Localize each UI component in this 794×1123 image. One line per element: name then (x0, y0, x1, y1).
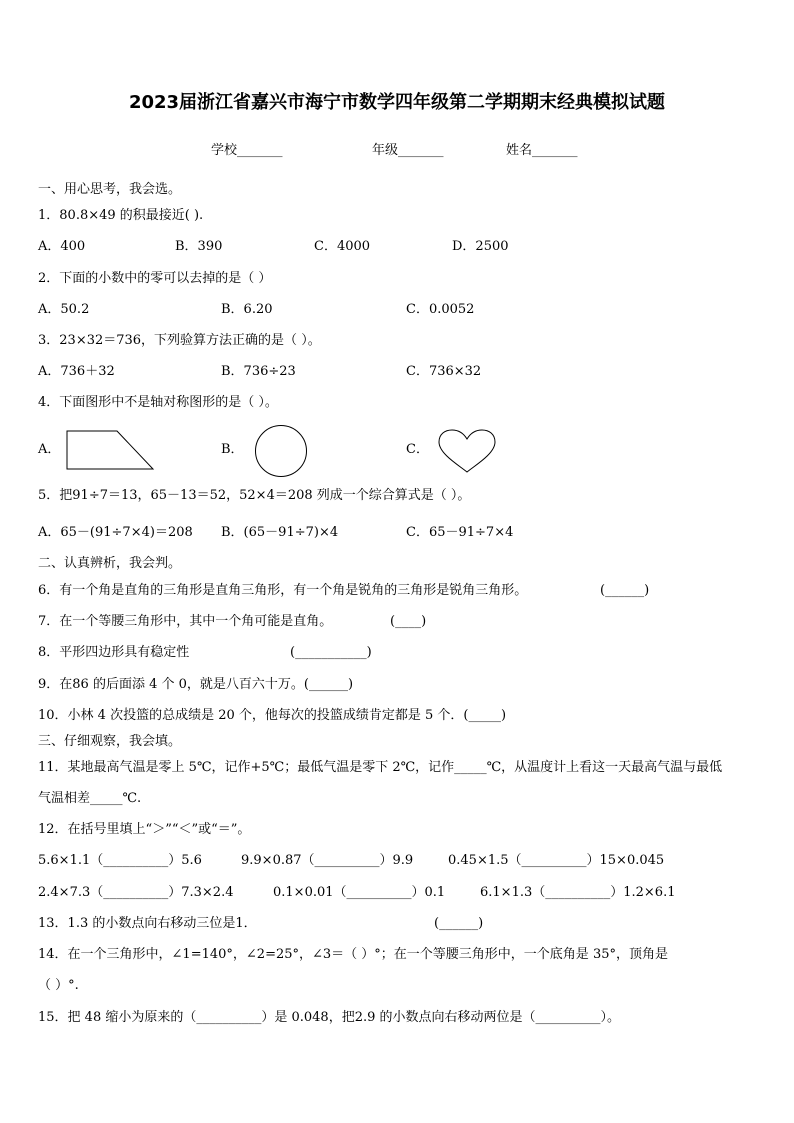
section-1-heading: 一、用心思考，我会选。 (38, 182, 182, 197)
q12-item-6[interactable]: 6.1×1.3（__________）1.2×6.1 (480, 885, 676, 900)
q12-item-4[interactable]: 2.4×7.3（__________）7.3×2.4 (38, 885, 234, 900)
q7-answer-blank[interactable]: (____) (390, 614, 427, 629)
q3-option-c[interactable]: C．736×32 (406, 364, 482, 379)
q7-text: 7．在一个等腰三角形中，其中一个角可能是直角。 (38, 614, 333, 629)
page-title: 2023届浙江省嘉兴市海宁市数学四年级第二学期期末经典模拟试题 (128, 92, 666, 113)
q1-option-d[interactable]: D．2500 (452, 239, 509, 254)
q4-option-a[interactable]: A． (38, 442, 61, 457)
q9-text: 9．在86 的后面添 4 个 0，就是八百六十万。(______) (38, 677, 354, 692)
q12-item-5[interactable]: 0.1×0.01（__________）0.1 (273, 885, 446, 900)
q8-text: 8．平形四边形具有稳定性 (38, 645, 190, 660)
q2-option-b[interactable]: B．6.20 (221, 302, 273, 317)
q1-text: 1．80.8×49 的积最接近( ). (38, 208, 204, 223)
q1-option-c[interactable]: C．4000 (314, 239, 371, 254)
q12-item-3[interactable]: 0.45×1.5（__________）15×0.045 (448, 853, 665, 868)
q5-option-c[interactable]: C．65－91÷7×4 (406, 525, 514, 540)
q3-option-a[interactable]: A．736＋32 (38, 364, 115, 379)
q2-option-c[interactable]: C．0.0052 (406, 302, 475, 317)
q12-text: 12．在括号里填上“＞”“＜”或“＝”。 (38, 822, 251, 837)
q5-option-a[interactable]: A．65－(91÷7×4)＝208 (38, 525, 193, 540)
name-field[interactable]: 姓名_______ (506, 143, 578, 158)
q4-option-b[interactable]: B． (221, 442, 244, 457)
section-3-heading: 三、仔细观察，我会填。 (38, 734, 182, 749)
q5-option-b[interactable]: B．(65－91÷7)×4 (221, 525, 339, 540)
q10-text: 10．小林 4 次投篮的总成绩是 20 个，他每次的投篮成绩肯定都是 5 个．(_____) (38, 708, 507, 723)
section-2-heading: 二、认真辨析，我会判。 (38, 556, 182, 571)
q11-line-1: 11．某地最高气温是零上 5℃，记作+5℃；最低气温是零下 2℃，记作_____℃，从温度计上看这一天最高气温与最低 (38, 760, 723, 775)
q5-text: 5．把91÷7＝13，65－13＝52，52×4＝208 列成一个综合算式是（ ）。 (38, 488, 471, 503)
circle-figure (252, 424, 310, 478)
school-field[interactable]: 学校_______ (211, 143, 283, 158)
q12-item-1[interactable]: 5.6×1.1（__________）5.6 (38, 853, 202, 868)
q14-line-1: 14．在一个三角形中，∠1=140°，∠2=25°，∠3＝（ ）°；在一个等腰三角形中，一个底角是 35°，顶角是 (38, 947, 668, 962)
q14-line-2: （ ）°. (38, 978, 79, 993)
q6-answer-blank[interactable]: (______) (600, 583, 650, 598)
heart-figure (436, 428, 498, 476)
q2-text: 2．下面的小数中的零可以去掉的是（ ） (38, 271, 272, 286)
q13-answer-blank[interactable]: (______) (434, 916, 484, 931)
q6-text: 6．有一个角是直角的三角形是直角三角形，有一个角是锐角的三角形是锐角三角形。 (38, 583, 528, 598)
q1-option-a[interactable]: A．400 (38, 239, 86, 254)
q11-line-2: 气温相差_____℃. (38, 791, 142, 806)
q4-text: 4．下面图形中不是轴对称图形的是（ ）。 (38, 395, 278, 410)
trapezoid-figure (64, 428, 158, 472)
q13-text: 13．1.3 的小数点向右移动三位是1． (38, 916, 257, 931)
q4-option-c[interactable]: C． (406, 442, 429, 457)
q1-option-b[interactable]: B．390 (175, 239, 223, 254)
q3-option-b[interactable]: B．736÷23 (221, 364, 296, 379)
q2-option-a[interactable]: A．50.2 (38, 302, 90, 317)
q12-item-2[interactable]: 9.9×0.87（__________）9.9 (241, 853, 414, 868)
q8-answer-blank[interactable]: (___________) (290, 645, 372, 660)
grade-field[interactable]: 年级_______ (372, 143, 444, 158)
q15-text: 15．把 48 缩小为原来的（__________）是 0.048，把2.9 的小数点向右移动两位是（__________）。 (38, 1010, 621, 1025)
q3-text: 3．23×32＝736，下列验算方法正确的是（ ）。 (38, 333, 321, 348)
